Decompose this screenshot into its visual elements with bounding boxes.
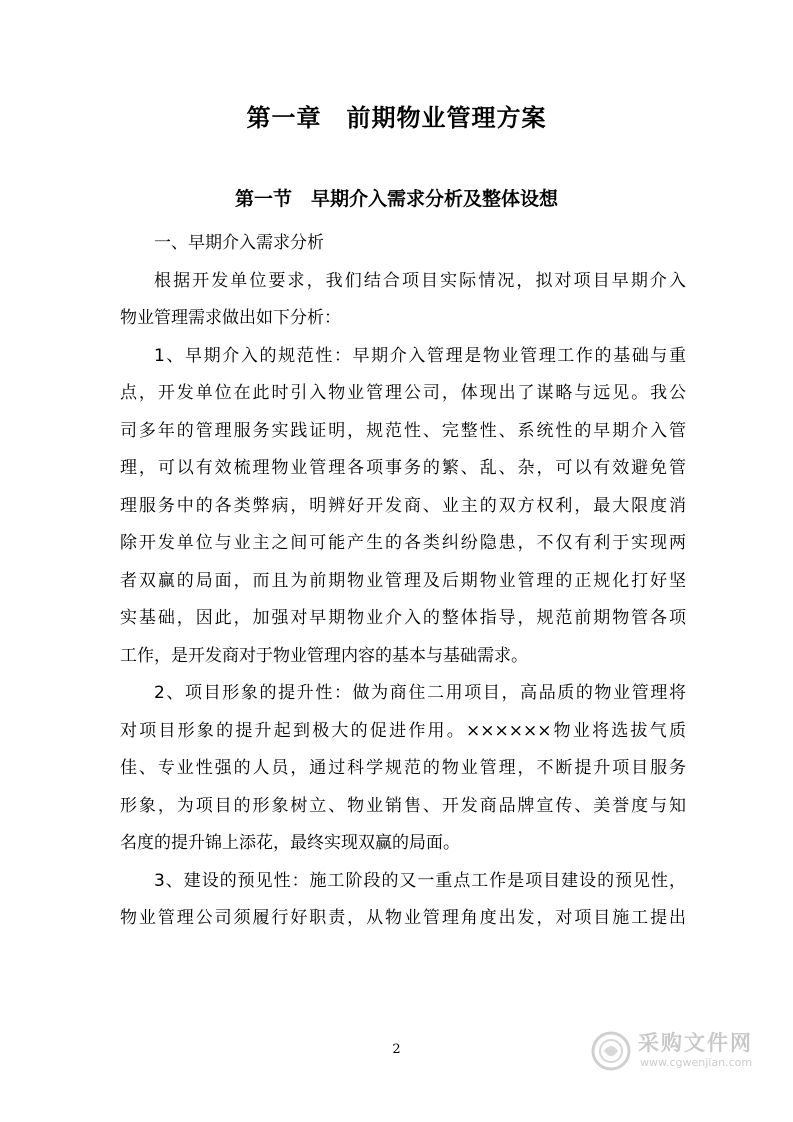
text-line: 对项目形象的提升起到极大的促进作用。××××××物业将选拔气质	[120, 720, 686, 741]
text-line: 形象，为项目的形象树立、物业销售、开发商品牌宣传、美誉度与知	[120, 795, 686, 816]
text-line: 者双赢的局面，而且为前期物业管理及后期物业管理的正规化打好坚	[120, 570, 686, 591]
text-line: 理，可以有效梳理物业管理各项事务的繁、乱、杂，可以有效避免管	[120, 458, 686, 478]
text-line: 一、早期介入需求分析	[154, 233, 324, 253]
text-line: 理服务中的各类弊病，明辨好开发商、业主的双方权利，最大限度消	[120, 495, 686, 516]
watermark	[590, 1028, 780, 1076]
text-line: 除开发单位与业主之间可能产生的各类纠纷隐患，不仅有利于实现两	[120, 533, 686, 553]
body-text	[120, 225, 686, 938]
text-line: 物业管理公司须履行好职责，从物业管理角度出发，对项目施工提出	[120, 908, 686, 928]
page-number: 2	[392, 1042, 401, 1057]
cgwenjian-logo-icon	[590, 1030, 632, 1072]
text-line: 2、项目形象的提升性：做为商住二用项目，高品质的物业管理将	[154, 683, 686, 703]
text-line: 实基础，因此，加强对早期物业介入的整体指导，规范前期物管各项	[120, 608, 686, 628]
text-line: 佳、专业性强的人员，通过科学规范的物业管理，不断提升项目服务	[120, 758, 686, 778]
text-line: 3、建设的预见性：施工阶段的又一重点工作是项目建设的预见性，	[154, 870, 686, 891]
section-title: 第一节 早期介入需求分析及整体设想	[234, 188, 558, 210]
text-line: 名度的提升锦上添花，最终实现双赢的局面。	[120, 833, 460, 853]
text-line: 点，开发单位在此时引入物业管理公司，体现出了谋略与远见。我公	[120, 383, 686, 403]
watermark-name: 采购文件网	[638, 1031, 753, 1055]
text-line: 根据开发单位要求，我们结合项目实际情况，拟对项目早期介入	[154, 270, 686, 291]
text-line: 物业管理需求做出如下分析：	[120, 308, 341, 328]
text-line: 司多年的管理服务实践证明，规范性、完整性、系统性的早期介入管	[120, 420, 686, 441]
chapter-title: 第一章 前期物业管理方案	[246, 104, 547, 132]
watermark-url: www.cgwenjian.com	[640, 1056, 753, 1069]
text-line: 1、早期介入的规范性：早期介入管理是物业管理工作的基础与重	[154, 345, 686, 366]
text-line: 工作，是开发商对于物业管理内容的基本与基础需求。	[120, 645, 528, 666]
